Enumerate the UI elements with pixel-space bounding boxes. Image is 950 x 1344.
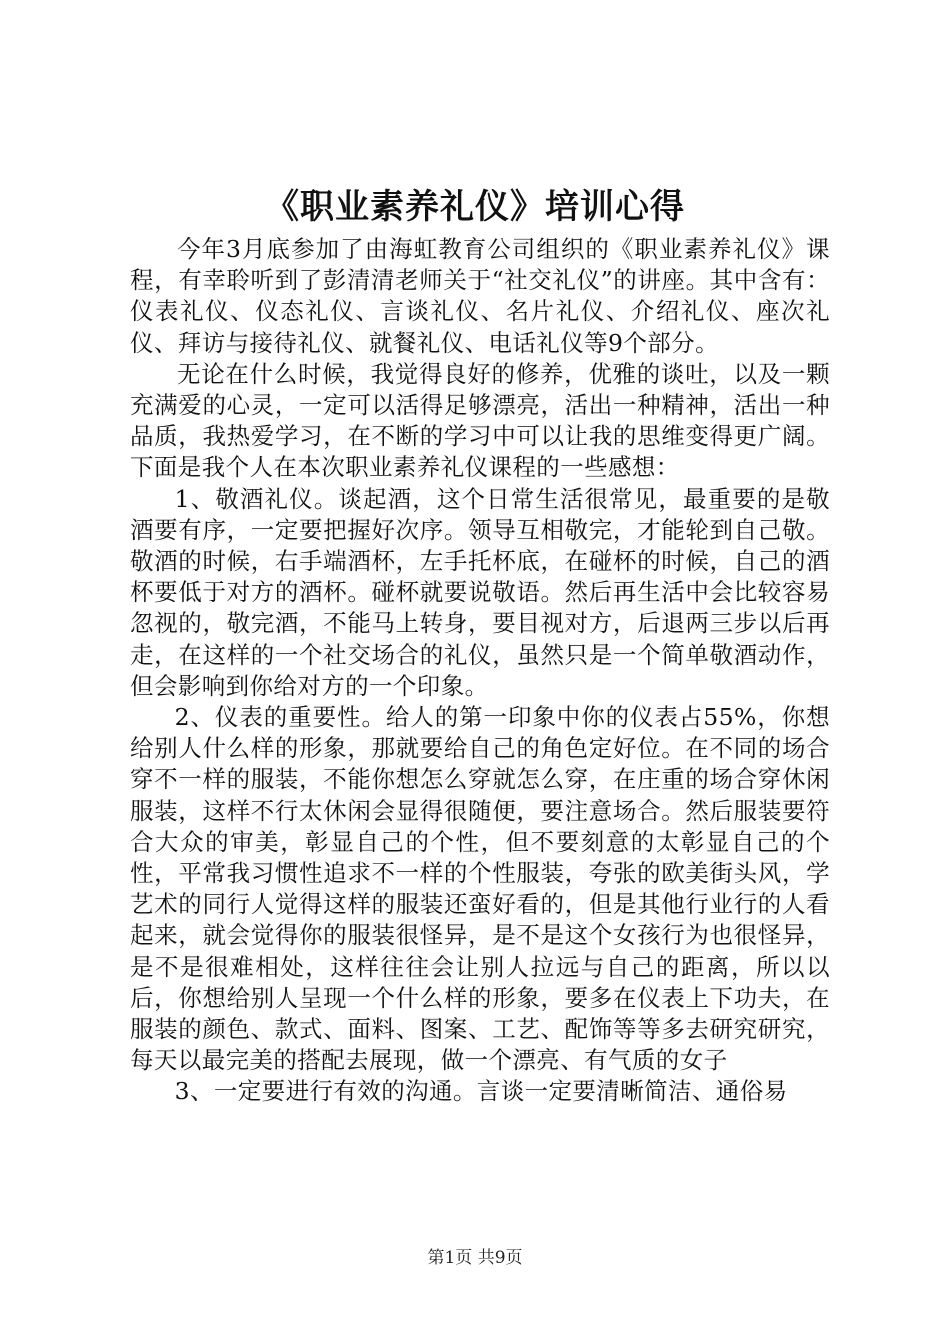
reflection-paragraph: 无论在什么时候，我觉得良好的修养，优雅的谈吐，以及一颗充满爱的心灵，一定可以活得足够漂亮，活出一种精神，活出一种品质，我热爱学习，在不断的学习中可以让我的思维变得更广阔。下面是我个人在本次职业素养礼仪课程的一些感想： [130,359,830,482]
communication-paragraph: 3、一定要进行有效的沟通。言谈一定要清晰简洁、通俗易 [174,1077,788,1106]
intro-paragraph: 今年3月底参加了由海虹教育公司组织的《职业素养礼仪》课程，有幸聆听到了彭清清老师关于“社交礼仪”的讲座。其中含有：仪表礼仪、仪态礼仪、言谈礼仪、名片礼仪、介绍礼仪、座次礼仪、拜访与接待礼仪、就餐礼仪、电话礼仪等9个部分。 [130,235,830,357]
appearance-paragraph: 2、仪表的重要性。给人的第一印象中你的仪表占55%，你想给别人什么样的形象，那就要给自己的角色定好位。在不同的场合穿不一样的服装，不能你想怎么穿就怎么穿，在庄重的场合穿休闲服装，这样不行太休闲会显得很随便，要注意场合。然后服装要符合大众的审美，彰显自己的个性，但不要刻意的太彰显自己的个性，平常我习惯性追求不一样的个性服装，夸张的欧美街头风，学艺术的同行人觉得这样的服装还蛮好看的，但是其他行业行的人看起来，就会觉得你的服装很怪异，是不是这个女孩行为也很怪异，是不是很难相处，这样往往会让别人拉远与自己的距离，所以以后，你想给别人呈现一个什么样的形象，要多在仪表上下功夫，在服装的颜色、款式、面料、图案、工艺、配饰等等多去研究研究，每天以最完美的搭配去展现，做一个漂亮、有气质的女子 [130,703,830,1075]
document-body [130,234,830,1108]
toast-etiquette-paragraph: 1、敬酒礼仪。谈起酒，这个日常生活很常见，最重要的是敬酒要有序，一定要把握好次序。领导互相敬完，才能轮到自己敬。敬酒的时候，右手端酒杯，左手托杯底，在碰杯的时候，自己的酒杯要低于对方的酒杯。碰杯就要说敬语。然后再生活中会比较容易忽视的，敬完酒，不能马上转身，要目视对方，后退两三步以后再走，在这样的一个社交场合的礼仪，虽然只是一个简单敬酒动作，但会影响到你给对方的一个印象。 [130,484,830,700]
page-footer: 第1页 共9页 [427,1248,523,1268]
document-title: 《职业素养礼仪》培训心得 [265,187,685,227]
